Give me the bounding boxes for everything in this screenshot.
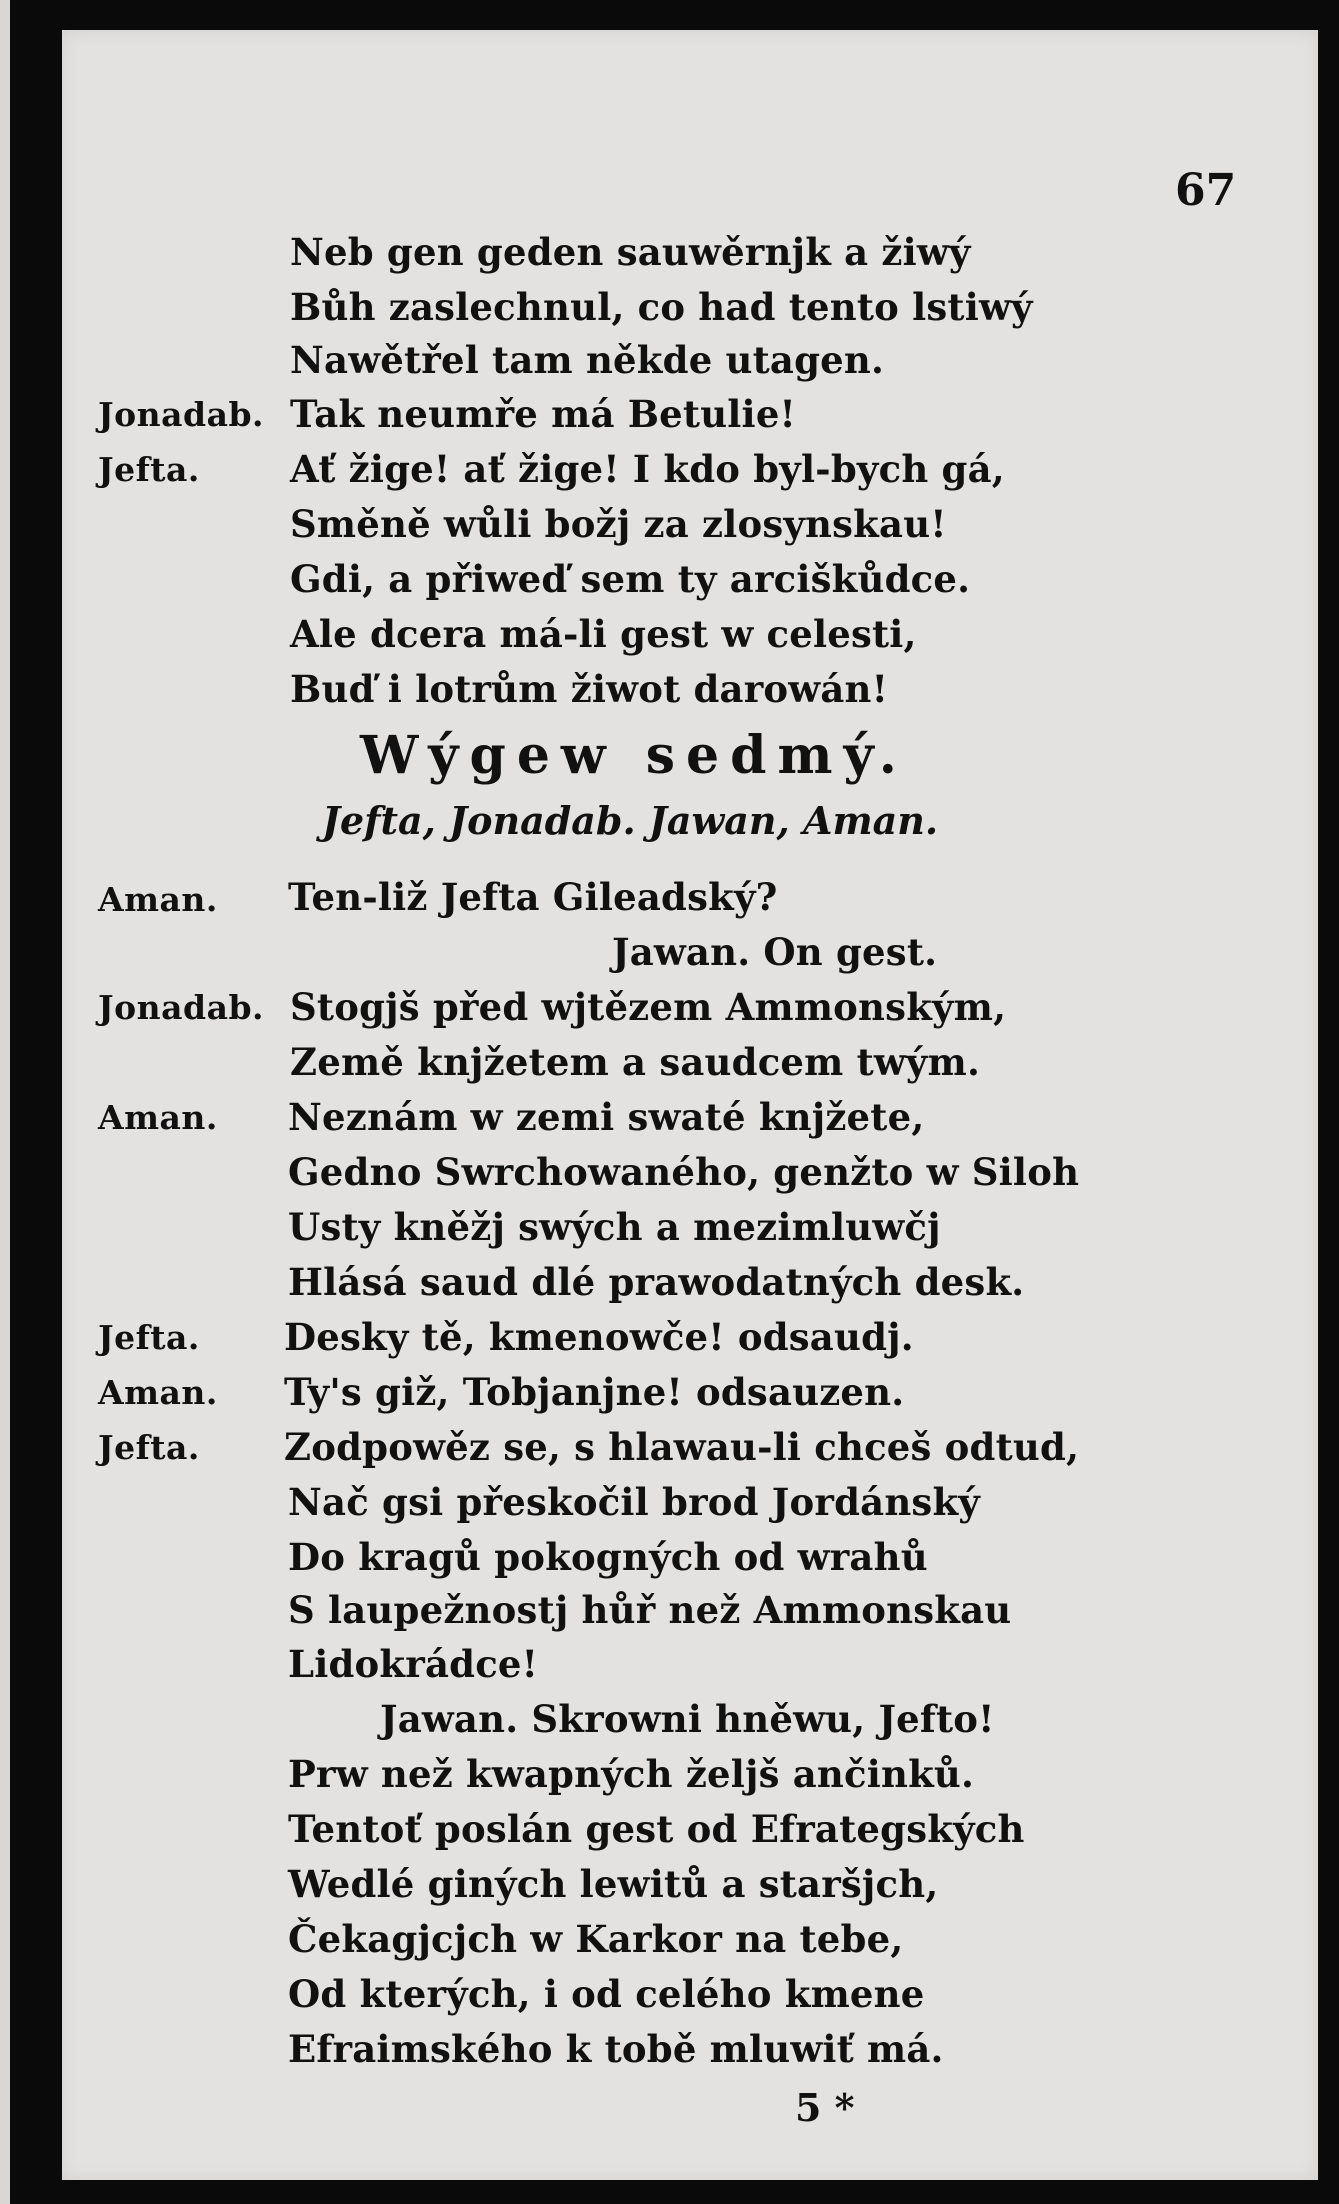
gutter-shadow (10, 0, 62, 2204)
verse-line: Lidokrádce! (288, 1642, 539, 1686)
book-page (62, 30, 1318, 2180)
verse-line: Směně wůli božj za zlosynskau! (290, 502, 947, 546)
verse-line: Od kterých, i od celého kmene (288, 1972, 925, 2016)
verse-line: Wedlé giných lewitů a staršjch, (288, 1862, 939, 1906)
verse-line: S laupežnostj hůř než Ammonskau (288, 1588, 1012, 1632)
verse-line: Neznám w zemi swaté knjžete, (288, 1095, 925, 1139)
verse-line: Nač gsi přeskočil brod Jordánský (288, 1480, 981, 1524)
verse-line: Tentoť poslán gest od Efrategských (288, 1807, 1025, 1851)
speaker-label: Jefta. (98, 1318, 200, 1357)
speaker-label: Jefta. (98, 1428, 200, 1467)
verse-line: Tak neumře má Betulie! (290, 392, 796, 436)
verse-line: Ten-liž Jefta Gileadský? (288, 875, 778, 919)
page-number: 67 (1175, 165, 1237, 216)
verse-line: Země knjžetem a saudcem twým. (290, 1040, 981, 1084)
verse-line: Ale dcera má-li gest w celesti, (290, 612, 917, 656)
verse-line: Buď i lotrům žiwot darowán! (290, 667, 889, 711)
verse-line: Gdi, a přiweď sem ty arciškůdce. (290, 557, 971, 601)
speaker-label: Jefta. (98, 450, 200, 489)
verse-line: Prw než kwapných željš ančinků. (288, 1752, 975, 1796)
speaker-label: Jonadab. (98, 395, 265, 434)
verse-line: Do kragů pokogných od wrahů (288, 1535, 928, 1579)
verse-line: Neb gen geden sauwěrnjk a žiwý (290, 230, 971, 274)
verse-line: Jawan. On gest. (612, 930, 938, 974)
speaker-label: Aman. (98, 1098, 218, 1137)
verse-line: Stogjš před wjtězem Ammonským, (290, 985, 1007, 1029)
left-page-edge (0, 0, 10, 2204)
signature-mark: 5 * (795, 2085, 855, 2130)
verse-line: Efraimského k tobě mluwiť má. (288, 2027, 944, 2071)
verse-line: Bůh zaslechnul, co had tento lstiwý (290, 285, 1033, 329)
verse-line: Jawan. Skrowni hněwu, Jefto! (380, 1697, 995, 1741)
speaker-label: Aman. (98, 880, 218, 919)
scene-title: Wýgew sedmý. (360, 725, 908, 786)
verse-line: Hlásá saud dlé prawodatných desk. (288, 1260, 1025, 1304)
verse-line: Usty kněžj swých a mezimluwčj (288, 1205, 941, 1249)
speaker-label: Jonadab. (98, 988, 265, 1027)
verse-line: Ať žige! ať žige! I kdo byl-bych gá, (290, 447, 1005, 491)
speaker-label: Aman. (98, 1373, 218, 1412)
verse-line: Desky tě, kmenowče! odsaudj. (284, 1315, 914, 1359)
verse-line: Ty's giž, Tobjanjne! odsauzen. (284, 1370, 905, 1414)
verse-line: Nawětřel tam někde utagen. (290, 338, 885, 382)
verse-line: Čekagjcjch w Karkor na tebe, (288, 1917, 904, 1961)
verse-line: Zodpowěz se, s hlawau-li chceš odtud, (284, 1425, 1080, 1469)
verse-line: Gedno Swrchowaného, genžto w Siloh (288, 1150, 1080, 1194)
scene-cast: Jefta, Jonadab. Jawan, Aman. (322, 798, 939, 843)
